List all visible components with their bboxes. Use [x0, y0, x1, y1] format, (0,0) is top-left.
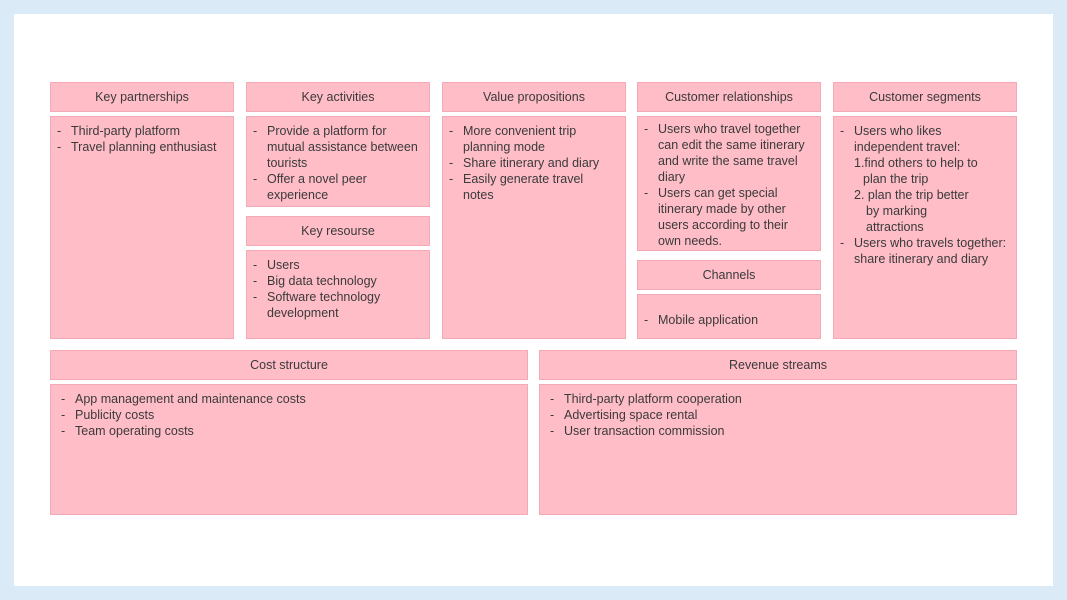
channels-list — [644, 312, 812, 328]
list-item: - Users can get special itinerary made by other users according to their own needs. — [644, 185, 812, 249]
list-item: - Users — [253, 257, 421, 273]
key-partnerships-title: Key partnerships — [95, 90, 189, 104]
key-activities-header — [246, 82, 430, 112]
revenue-streams-box — [539, 384, 1017, 515]
key-activities-box — [246, 116, 430, 207]
segment-sub-1: 1.find others to help to — [854, 156, 978, 170]
customer-segments-header — [833, 82, 1017, 112]
list-item: - Publicity costs — [61, 407, 519, 423]
list-item: - Provide a platform for mutual assistance between tourists — [253, 123, 421, 171]
customer-relationships-box — [637, 116, 821, 251]
list-item: - Advertising space rental — [550, 407, 1008, 423]
list-item: - Third-party platform cooperation — [550, 391, 1008, 407]
segment-sub-2b: by marking — [866, 204, 928, 218]
key-resources-title: Key resourse — [301, 224, 375, 238]
customer-relationships-list — [644, 121, 812, 249]
key-partnerships-list — [57, 123, 225, 155]
list-item: - More convenient trip planning mode — [449, 123, 617, 155]
key-activities-list — [253, 123, 421, 203]
cost-structure-list — [61, 391, 519, 439]
list-item: - Share itinerary and diary — [449, 155, 617, 171]
slide — [14, 14, 1053, 586]
value-propositions-title: Value propositions — [483, 90, 585, 104]
list-item: - Users who travel together can edit the same itinerary and write the same travel diary — [644, 121, 812, 185]
list-item: - Software technology development — [253, 289, 421, 321]
revenue-streams-list — [550, 391, 1008, 439]
segment-sub-2: 2. plan the trip better — [854, 188, 969, 202]
list-item: - Users who travels together: share itinerary and diary — [840, 235, 1008, 267]
customer-segments-box — [833, 116, 1017, 339]
list-item: - Team operating costs — [61, 423, 519, 439]
key-resources-box — [246, 250, 430, 339]
key-activities-title: Key activities — [301, 90, 375, 104]
channels-box — [637, 294, 821, 339]
value-propositions-header — [442, 82, 626, 112]
cost-structure-header — [50, 350, 528, 380]
revenue-streams-title: Revenue streams — [729, 358, 827, 372]
key-partnerships-box — [50, 116, 234, 339]
list-item: - Third-party platform — [57, 123, 225, 139]
key-resources-header — [246, 216, 430, 246]
segment-sub-2c: attractions — [866, 220, 924, 234]
key-resources-list — [253, 257, 421, 321]
cost-structure-title: Cost structure — [250, 358, 328, 372]
customer-segments-title: Customer segments — [869, 90, 981, 104]
segment-independent-text: Users who likes independent travel: — [854, 124, 961, 154]
list-item — [840, 123, 1008, 235]
value-propositions-box — [442, 116, 626, 339]
segment-sub-1b: plan the trip — [863, 172, 929, 186]
list-item: - Offer a novel peer experience — [253, 171, 421, 203]
list-item: - Travel planning enthusiast — [57, 139, 225, 155]
customer-relationships-header — [637, 82, 821, 112]
list-item: - Big data technology — [253, 273, 421, 289]
list-item: - App management and maintenance costs — [61, 391, 519, 407]
channels-header — [637, 260, 821, 290]
key-partnerships-header — [50, 82, 234, 112]
channels-title: Channels — [702, 268, 756, 282]
customer-segments-list — [840, 123, 1008, 267]
list-item: - Mobile application — [644, 312, 812, 328]
value-propositions-list — [449, 123, 617, 203]
list-item: - User transaction commission — [550, 423, 1008, 439]
customer-relationships-title: Customer relationships — [665, 90, 793, 104]
list-item: - Easily generate travel notes — [449, 171, 617, 203]
cost-structure-box — [50, 384, 528, 515]
revenue-streams-header — [539, 350, 1017, 380]
